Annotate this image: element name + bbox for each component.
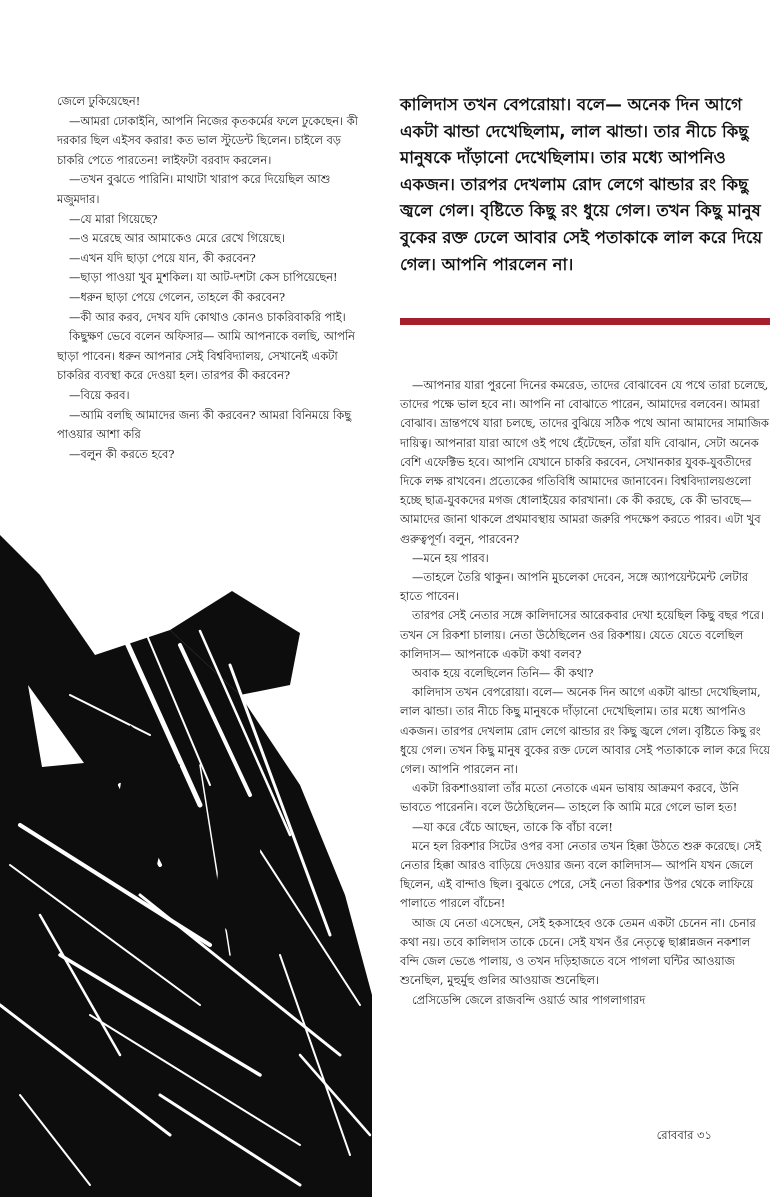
paragraph: —ধরুন ছাড়া পেয়ে গেলেন, তাহলে কী করবেন? [69,289,286,304]
paragraph: অবাক হয়ে বলেছিলেন তিনি— কী কথা? [412,666,594,681]
paragraph: —বিয়ে করব। [69,387,130,402]
paragraph: —যা করে বেঁচে আছেন, তাকে কি বাঁচা বলে! [412,819,613,834]
paragraph: —ছাড়া পাওয়া খুব মুশকিল। যা আট-দশটা কেস চাপিয়েছেন! [69,270,338,285]
paragraph: তারপর সেই নেতার সঙ্গে কালিদাসের আরেকবার দেখা হয়েছিল কিছু বছর পরে। তখন সে রিকশা চালায়। নেতা উঠেছিলেন ওর রিকশায়। যেতে যেতে বলেছিল কালিদাস— আপনাকে একটা কথা বলব? [400,608,764,661]
paragraph: —যে মারা গিয়েছে? [69,211,158,226]
paragraph: —ও মরেছে আর আমাকেও মেরে রেখে গিয়েছে। [69,231,285,246]
paragraph: প্রেসিডেন্সি জেলে রাজবন্দি ওয়ার্ড আর পাগলাগারদ [412,992,646,1007]
right-column [400,376,770,1010]
paragraph: —কী আর করব, দেখব যদি কোথাও কোনও চাকরিবাকরি পাই। [69,309,346,324]
pull-quote: কালিদাস তখন বেপরোয়া। বলে— অনেক দিন আগে একটা ঝান্ডা দেখেছিলাম, লাল ঝান্ডা। তার নীচে কিছু মানুষকে দাঁড়ানো দেখেছিলাম। তার মধ্যে আপনিও একজন। তারপর দেখলাম রোদ লেগে ঝান্ডার রং কিছু জ্বলে গেল। বৃষ্টিতে কিছু রং ধুয়ে গেল। তখন কিছু মানুষ বুকের রক্ত ঢেলে আবার সেই পতাকাকে লাল করে দিয়ে গেল। আপনি পারলেন না। [400,95,763,274]
paragraph: —এখন যদি ছাড়া পেয়ে যান, কী করবেন? [69,250,256,265]
ink-illustration [0,535,372,1197]
paragraph: আজ যে নেতা এসেছেন, সেই হকসাহেব ওকে তেমন একটা চেনেন না। চেনার কথা নয়। তবে কালিদাস তাকে চেনে। সেই যখন ওঁর নেতৃত্বে ছাপ্পান্নজন নকশাল বন্দি জেল ভেঙে পালায়, ও তখন দড়িহাজতে বসে পাগলা ঘন্টির আওয়াজ শুনেছিল, মুহুর্মুহু গুলির আওয়াজ শুনেছিল। [400,915,756,988]
page-number: রোববার ৩১ [656,1128,712,1142]
paragraph: —বলুন কী করতে হবে? [69,446,175,461]
red-divider-rule [400,318,770,325]
paragraph: —আমি বলছি আমাদের জন্য কী করবেন? আমরা বিনিময়ে কিছু পাওয়ার আশা করি [57,407,352,442]
paragraph: —তাহলে তৈরি থাকুন। আপনি মুচলেকা দেবেন, সঙ্গে অ্যাপয়েন্টমেন্ট লেটার হাতে পাবেন। [400,570,749,604]
paragraph: কালিদাস তখন বেপরোয়া। বলে— অনেক দিন আগে একটা ঝান্ডা দেখেছিলাম, লাল ঝান্ডা। তার নীচে কিছু মানুষকে দাঁড়ানো দেখেছিলাম। তার মধ্যে আপনিও একজন। তারপর দেখলাম রোদ লেগে ঝান্ডার রং কিছু জ্বলে গেল। বৃষ্টিতে কিছু রং ধুয়ে গেল। তখন কিছু মানুষ বুকের রক্ত ঢেলে আবার সেই পতাকাকে লাল করে দিয়ে গেল। আপনি পারলেন না। [400,685,770,777]
paragraph: জেলে ঢুকিয়েছেন! [57,94,141,108]
paragraph: মনে হল রিকশার সিটের ওপর বসা নেতার তখন হিক্কা উঠতে শুরু করেছে। সেই নেতার হিক্কা আরও বাড়িয়ে দেওয়ার জন্য বলে কালিদাস— আপনি যখন জেলে ছিলেন, এই বান্দাও ছিল। বুঝতে পেরে, সেই নেতা রিকশার উপর থেকে লাফিয়ে পালাতে পারলে বাঁচেন! [400,838,762,911]
paragraph: একটা রিকশাওয়ালা তাঁর মতো নেতাকে এমন ভাষায় আক্রমণ করবে, উনি ভাবতে পারেননি। বলে উঠেছিলেন— তাহলে কি আমি মরে গেলে ভাল হত! [400,781,739,815]
paragraph: —তখন বুঝতে পারিনি। মাথাটা খারাপ করে দিয়েছিল আশু মজুমদার। [57,172,331,206]
paragraph: —আপনার যারা পুরনো দিনের কমরেড, তাদের বোঝাবেন যে পথে তারা চলেছে, তাদের পক্ষে ভাল হবে না। আপনি না বোঝাতে পারেন, আমাদের বলবেন। আমরা বোঝাব। ভ্রান্তপথে যারা চলছে, তাদের বুঝিয়ে সঠিক পথে আনা আমাদের সামাজিক দায়িত্ব। আপনারা যারা আগে ওই পথে হেঁটেছেন, তাঁরা যদি বোঝান, সেটা অনেক বেশি এফেক্টিভ হবে। আপনি যেখানে চাকরি করবেন, সেখানকার যুবক-যুবতীদের দিকে লক্ষ রাখবেন। প্রত্যেকের গতিবিধি আমাদের জানাবেন। বিশ্ববিদ্যালয়গুলো হচ্ছে ছাত্র-যুবকদের মগজ ধোলাইয়ের কারখানা। কে কী করছে, কে কী ভাবছে— আমাদের জানা থাকলে প্রথমাবস্থায় আমরা জরুরি পদক্ষেপ করতে পারব। এটা খুব গুরুত্বপূর্ণ। বলুন, পারবেন? [400,378,769,546]
paragraph: কিছুক্ষণ ভেবে বলেন অফিসার— আমি আপনাকে বলছি, আপনি ছাড়া পাবেন। ধরুন আপনার সেই বিশ্ববিদ্যালয়, সেখানেই একটা চাকরির ব্যবস্থা করে দেওয়া হল। তারপর কী করবেন? [57,329,355,383]
left-column [57,92,369,464]
paragraph: —মনে হয় পারব। [412,550,489,565]
paragraph: —আমরা ঢোকাইনি, আপনি নিজের কৃতকর্মের ফলে ঢুকেছেন। কী দরকার ছিল এইসব করার! কত ভাল স্টুডেন্ট ছিলেন। চাইলে বড় চাকরি পেতে পারতেন! লাইফটা বরবাদ করলেন। [57,113,358,167]
